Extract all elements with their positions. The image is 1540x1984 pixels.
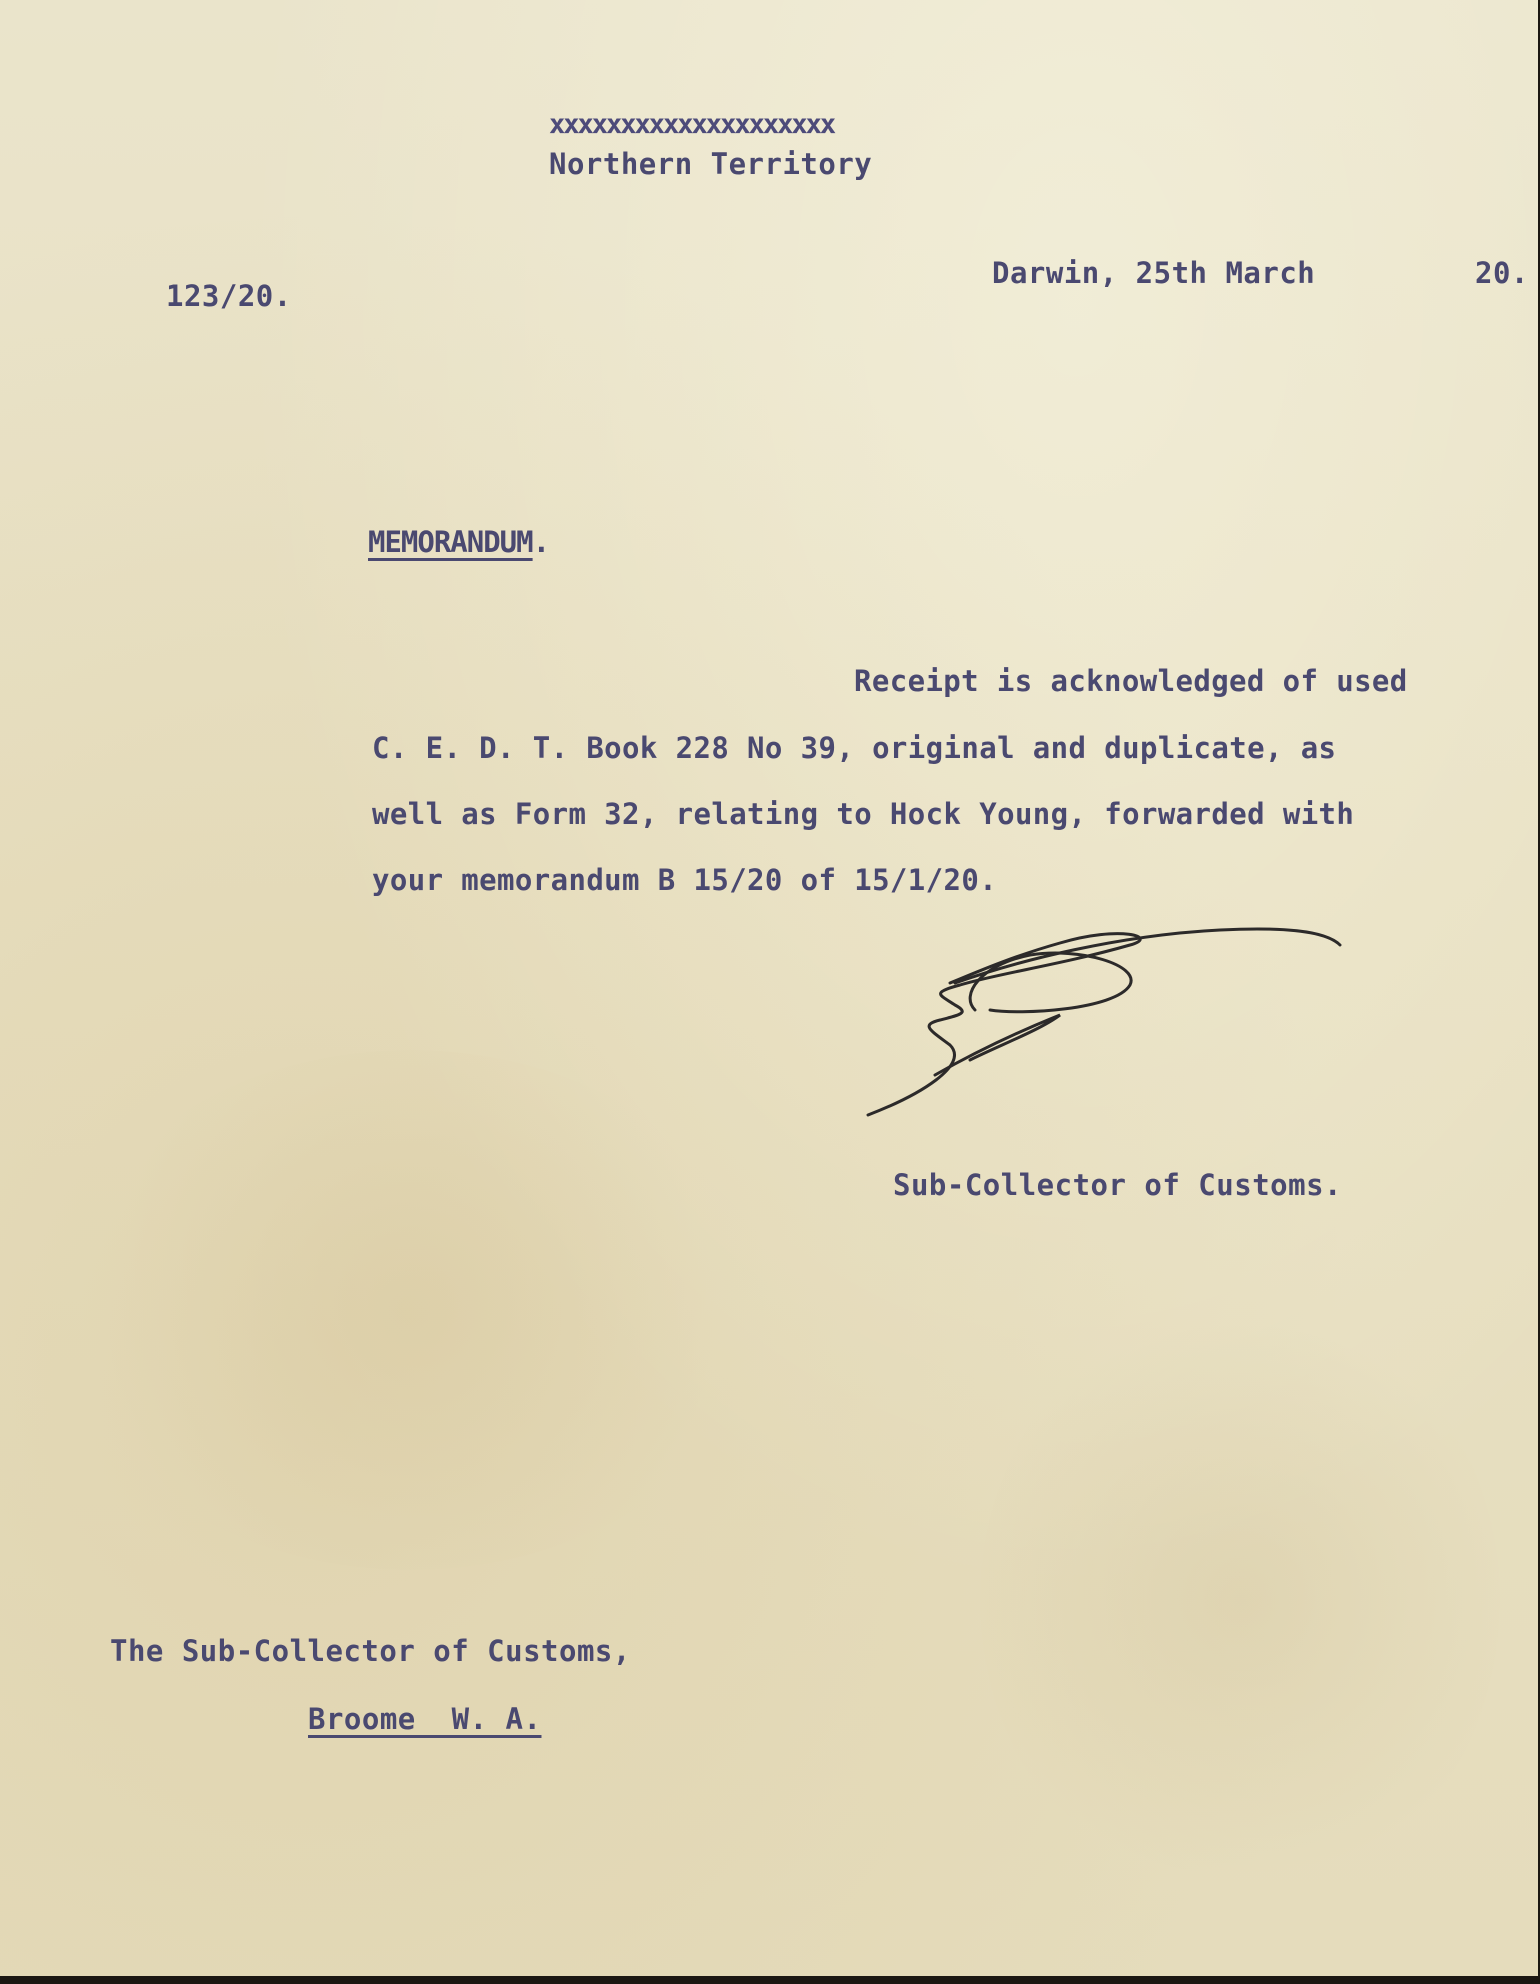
handwritten-signature	[860, 915, 1350, 1125]
memo-title-text: MEMORANDUM	[368, 525, 533, 559]
memo-title	[368, 525, 550, 559]
memo-body-line: C. E. D. T. Book 228 No 39, original and duplicate, as	[372, 731, 1337, 765]
letterhead-strikeout: xxxxxxxxxxxxxxxxxxxx	[549, 109, 835, 140]
paper-stain	[60, 1050, 760, 1570]
signer-title: Sub-Collector of Customs.	[893, 1168, 1342, 1202]
memo-title-punct: .	[532, 525, 550, 559]
memo-body-line: your memorandum B 15/20 of 15/1/20.	[372, 863, 998, 897]
memo-body-line: Receipt is acknowledged of used	[854, 664, 1408, 698]
paper-stain	[980, 1300, 1500, 1900]
addressee-line: The Sub-Collector of Customs,	[110, 1634, 631, 1668]
memo-body-line: well as Form 32, relating to Hock Young, forwarded with	[372, 797, 1355, 831]
signature-stroke	[868, 934, 1140, 1115]
signature-stroke	[935, 1015, 1060, 1075]
place-date: Darwin, 25th March	[992, 256, 1316, 290]
letterhead-territory: Northern Territory	[549, 147, 873, 181]
signature-flourish	[955, 929, 1340, 983]
reference-number: 123/20.	[166, 279, 292, 313]
signature-stroke	[970, 953, 1131, 1012]
date-year: 20.	[1475, 256, 1529, 290]
addressee-location: Broome W. A.	[308, 1702, 542, 1736]
